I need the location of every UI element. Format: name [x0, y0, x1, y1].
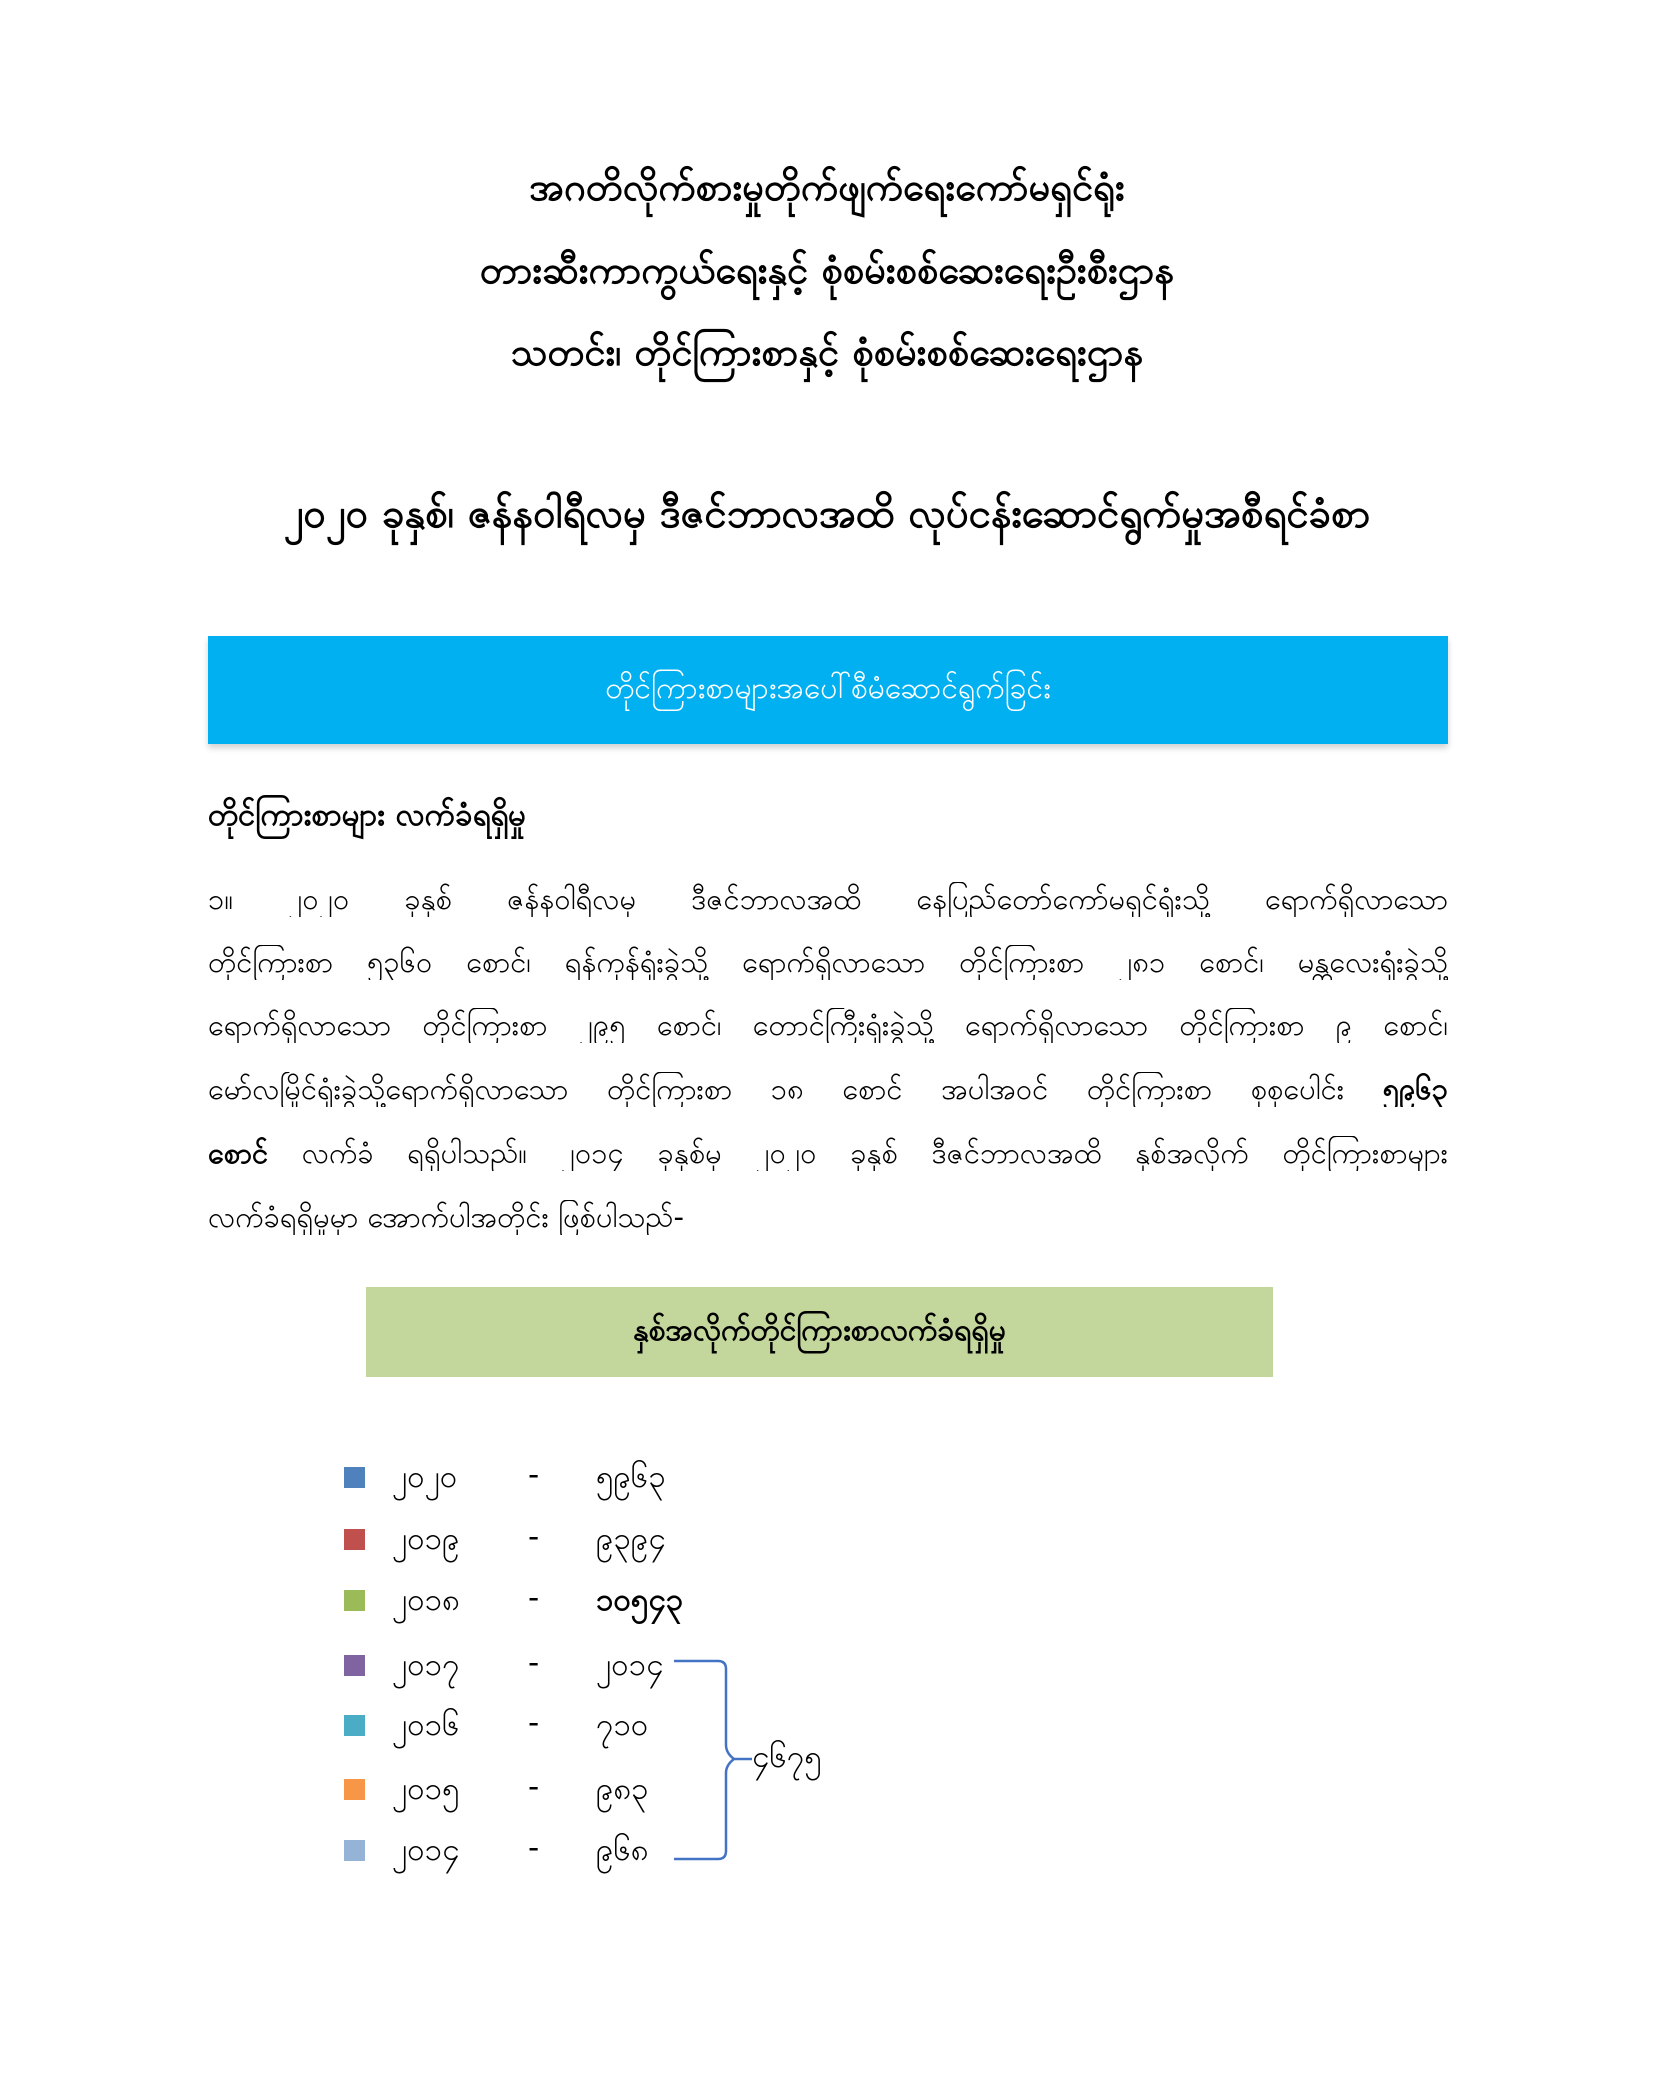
- paragraph-text: လက်ခံ ရရှိပါသည်။ ၂၀၁၄ ခုနှစ်မှ ၂၀၂၀ ခုနှစ် ဒီဇင်ဘာလအထိ နှစ်အလိုက် တိုင်ကြားစာများ: [268, 1136, 1448, 1170]
- total-count: ၅၉၆၃: [1382, 1072, 1448, 1106]
- paragraph-line: [208, 1072, 1448, 1107]
- legend-value: ၉၃၉၄: [596, 1521, 666, 1557]
- legend-swatch: [344, 1590, 365, 1611]
- department-line-3: သတင်း၊ တိုင်ကြားစာနှင့် စုံစမ်းစစ်ဆေးရေးဌာန: [510, 330, 1144, 374]
- legend-year: ၂၀၂၀: [392, 1459, 458, 1495]
- legend-swatch: [344, 1529, 365, 1550]
- legend-year: ၂၀၁၈: [392, 1582, 460, 1618]
- department-line-2: တားဆီးကာကွယ်ရေးနှင့် စုံစမ်းစစ်ဆေးရေးဦးစီးဌာန: [479, 248, 1175, 292]
- legend-year: ၂၀၁၇: [392, 1647, 460, 1683]
- paragraph-line: ၁။ ၂၀၂၀ ခုနှစ် ဇန်နဝါရီလမှ ဒီဇင်ဘာလအထိ နေပြည်တော်ကော်မရှင်ရုံးသို့ ရောက်ရှိလာသော: [208, 882, 1448, 916]
- department-line-1: အဂတိလိုက်စားမှုတိုက်ဖျက်ရေးကော်မရှင်ရုံး: [529, 165, 1125, 209]
- legend-value: ၉၈၃: [596, 1771, 649, 1807]
- total-count-unit: စောင်: [208, 1136, 269, 1170]
- legend-swatch: [344, 1779, 365, 1800]
- paragraph-line: တိုင်ကြားစာ ၅၃၆၀ စောင်၊ ရန်ကုန်ရုံးခွဲသို့ ရောက်ရှိလာသော တိုင်ကြားစာ ၂၈၁ စောင်၊ မန္တလေးရုံးခွဲသို့: [208, 945, 1448, 979]
- bracket-total: ၄၆၇၅: [752, 1739, 822, 1775]
- legend-value: ၂၀၁၄: [596, 1647, 664, 1683]
- paragraph-text: မော်လမြိုင်ရုံးခွဲသို့ရောက်ရှိလာသော တိုင်ကြားစာ ၁၈ စောင် အပါအဝင် တိုင်ကြားစာ စုစုပေါင်း: [208, 1072, 1383, 1106]
- subheading: တိုင်ကြားစာများ လက်ခံရရှိမှု: [208, 797, 526, 833]
- legend-year: ၂၀၁၄: [392, 1832, 460, 1868]
- report-title: ၂၀၂၀ ခုနှစ်၊ ဇန်နဝါရီလမှ ဒီဇင်ဘာလအထိ လုပ်ငန်းဆောင်ရွက်မှုအစီရင်ခံစာ: [283, 491, 1371, 537]
- legend-separator: -: [528, 1830, 540, 1866]
- paragraph-line: ရောက်ရှိလာသော တိုင်ကြားစာ ၂၉၅ စောင်၊ တောင်ကြီးရုံးခွဲသို့ ရောက်ရှိလာသော တိုင်ကြားစာ ၉ စောင်၊: [208, 1008, 1448, 1042]
- legend-value: ၅၉၆၃: [596, 1459, 666, 1495]
- legend-swatch: [344, 1840, 365, 1861]
- legend-separator: -: [528, 1580, 540, 1616]
- table-title-box: နှစ်အလိုက်တိုင်ကြားစာလက်ခံရရှိမှု: [366, 1287, 1273, 1377]
- legend-year: ၂၀၁၅: [392, 1771, 460, 1807]
- grouping-brace: [672, 1655, 762, 1865]
- legend-swatch: [344, 1655, 365, 1676]
- section-banner: တိုင်ကြားစာများအပေါ်စီမံဆောင်ရွက်ခြင်း: [208, 636, 1448, 744]
- legend-year: ၂၀၁၉: [392, 1521, 460, 1557]
- brace-shape: [674, 1661, 752, 1859]
- legend-swatch: [344, 1715, 365, 1736]
- legend-separator: -: [528, 1705, 540, 1741]
- legend-value: ၇၁၀: [596, 1707, 649, 1743]
- legend-value: ၉၆၈: [596, 1832, 649, 1868]
- legend-year: ၂၀၁၆: [392, 1707, 460, 1743]
- legend-separator: -: [528, 1519, 540, 1555]
- legend-swatch: [344, 1467, 365, 1488]
- legend-separator: -: [528, 1457, 540, 1493]
- paragraph-line: [208, 1136, 1448, 1171]
- paragraph-line: လက်ခံရရှိမှုမှာ အောက်ပါအတိုင်း ဖြစ်ပါသည်-: [208, 1200, 684, 1234]
- legend-separator: -: [528, 1645, 540, 1681]
- legend-separator: -: [528, 1769, 540, 1805]
- legend-value: ၁၀၅၄၃: [596, 1582, 684, 1618]
